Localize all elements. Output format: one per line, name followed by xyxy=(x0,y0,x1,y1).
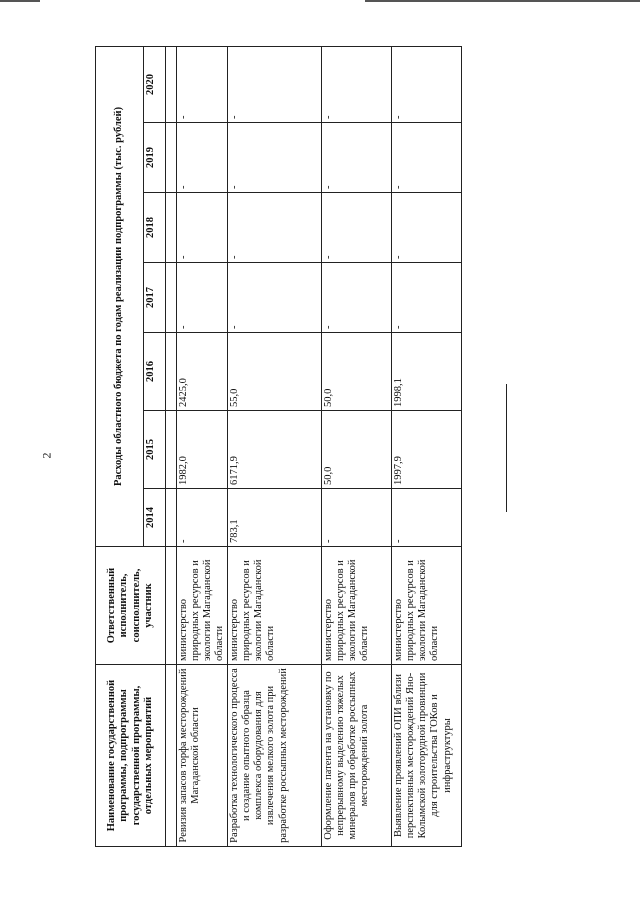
row-value: - xyxy=(322,123,392,193)
separator-line xyxy=(506,384,507,512)
scan-edge-mark xyxy=(365,0,640,2)
index-cell xyxy=(166,333,177,411)
table-row xyxy=(228,46,322,846)
row-name: Выявление проявлений ОПИ вблизи перспективных месторождений Яно-Колымской золоторудной провинции для строительства ГОКов и инфраструктуры xyxy=(392,665,462,847)
row-executor: министерство природных ресурсов и экологии Магаданской области xyxy=(322,547,392,665)
row-value: - xyxy=(177,489,228,547)
row-value: - xyxy=(322,489,392,547)
row-value: - xyxy=(322,193,392,263)
row-value: - xyxy=(392,123,462,193)
header-year: 2018 xyxy=(144,193,166,263)
row-value: - xyxy=(228,263,322,333)
row-value: 1997,9 xyxy=(392,411,462,489)
row-value: - xyxy=(177,123,228,193)
row-value: 2425,0 xyxy=(177,333,228,411)
row-value: - xyxy=(392,263,462,333)
header-budget-column: Расходы областного бюджета по годам реализации подпрограммы (тыс. рублей) xyxy=(96,46,144,546)
row-value: - xyxy=(228,123,322,193)
header-year: 2015 xyxy=(144,411,166,489)
header-year: 2019 xyxy=(144,123,166,193)
row-name: Оформление патента на установку по непрерывному выделению тяжелых минералов при обработке россыпных месторождений золота xyxy=(322,665,392,847)
row-value: 783,1 xyxy=(228,489,322,547)
row-value: - xyxy=(392,193,462,263)
row-value: - xyxy=(177,263,228,333)
table-row xyxy=(177,46,228,846)
row-value: - xyxy=(228,193,322,263)
row-value: 55,0 xyxy=(228,333,322,411)
row-executor: министерство природных ресурсов и экологии Магаданской области xyxy=(177,547,228,665)
index-cell xyxy=(166,547,177,665)
header-year: 2014 xyxy=(144,489,166,547)
scan-edge-mark xyxy=(0,0,40,2)
row-value: - xyxy=(177,46,228,122)
row-value: 50,0 xyxy=(322,411,392,489)
table-row xyxy=(322,46,392,846)
row-executor: министерство природных ресурсов и экологии Магаданской области xyxy=(392,547,462,665)
page-number: 2 xyxy=(39,452,54,459)
index-cell xyxy=(166,665,177,847)
index-cell xyxy=(166,123,177,193)
table-row xyxy=(392,46,462,846)
row-value: - xyxy=(392,489,462,547)
index-cell xyxy=(166,411,177,489)
row-value: - xyxy=(322,263,392,333)
index-cell xyxy=(166,46,177,122)
index-cell xyxy=(166,193,177,263)
header-name-column: Наименование государственной программы, подпрограммы государственной программы, отдельных мероприятий xyxy=(96,665,166,847)
rotated-table-container xyxy=(95,47,455,847)
budget-table xyxy=(95,46,462,847)
header-year: 2020 xyxy=(144,46,166,122)
header-year: 2016 xyxy=(144,333,166,411)
row-value: - xyxy=(228,46,322,122)
row-value: - xyxy=(177,193,228,263)
row-value: 1998,1 xyxy=(392,333,462,411)
row-name: Ревизия запасов торфа месторождений Магаданской области xyxy=(177,665,228,847)
row-name: Разработка технологического процесса и создание опытного образца комплекса оборудования для извлечения мелкого золота при разработке россыпных месторождений xyxy=(228,665,322,847)
header-year: 2017 xyxy=(144,263,166,333)
row-value: 6171,9 xyxy=(228,411,322,489)
row-value: 50,0 xyxy=(322,333,392,411)
row-value: - xyxy=(392,46,462,122)
row-executor: министерство природных ресурсов и экологии Магаданской области xyxy=(228,547,322,665)
index-cell xyxy=(166,263,177,333)
row-value: 1982,0 xyxy=(177,411,228,489)
row-value: - xyxy=(322,46,392,122)
header-executor-column: Ответственный исполнитель, соисполнитель, участник xyxy=(96,547,166,665)
index-cell xyxy=(166,489,177,547)
